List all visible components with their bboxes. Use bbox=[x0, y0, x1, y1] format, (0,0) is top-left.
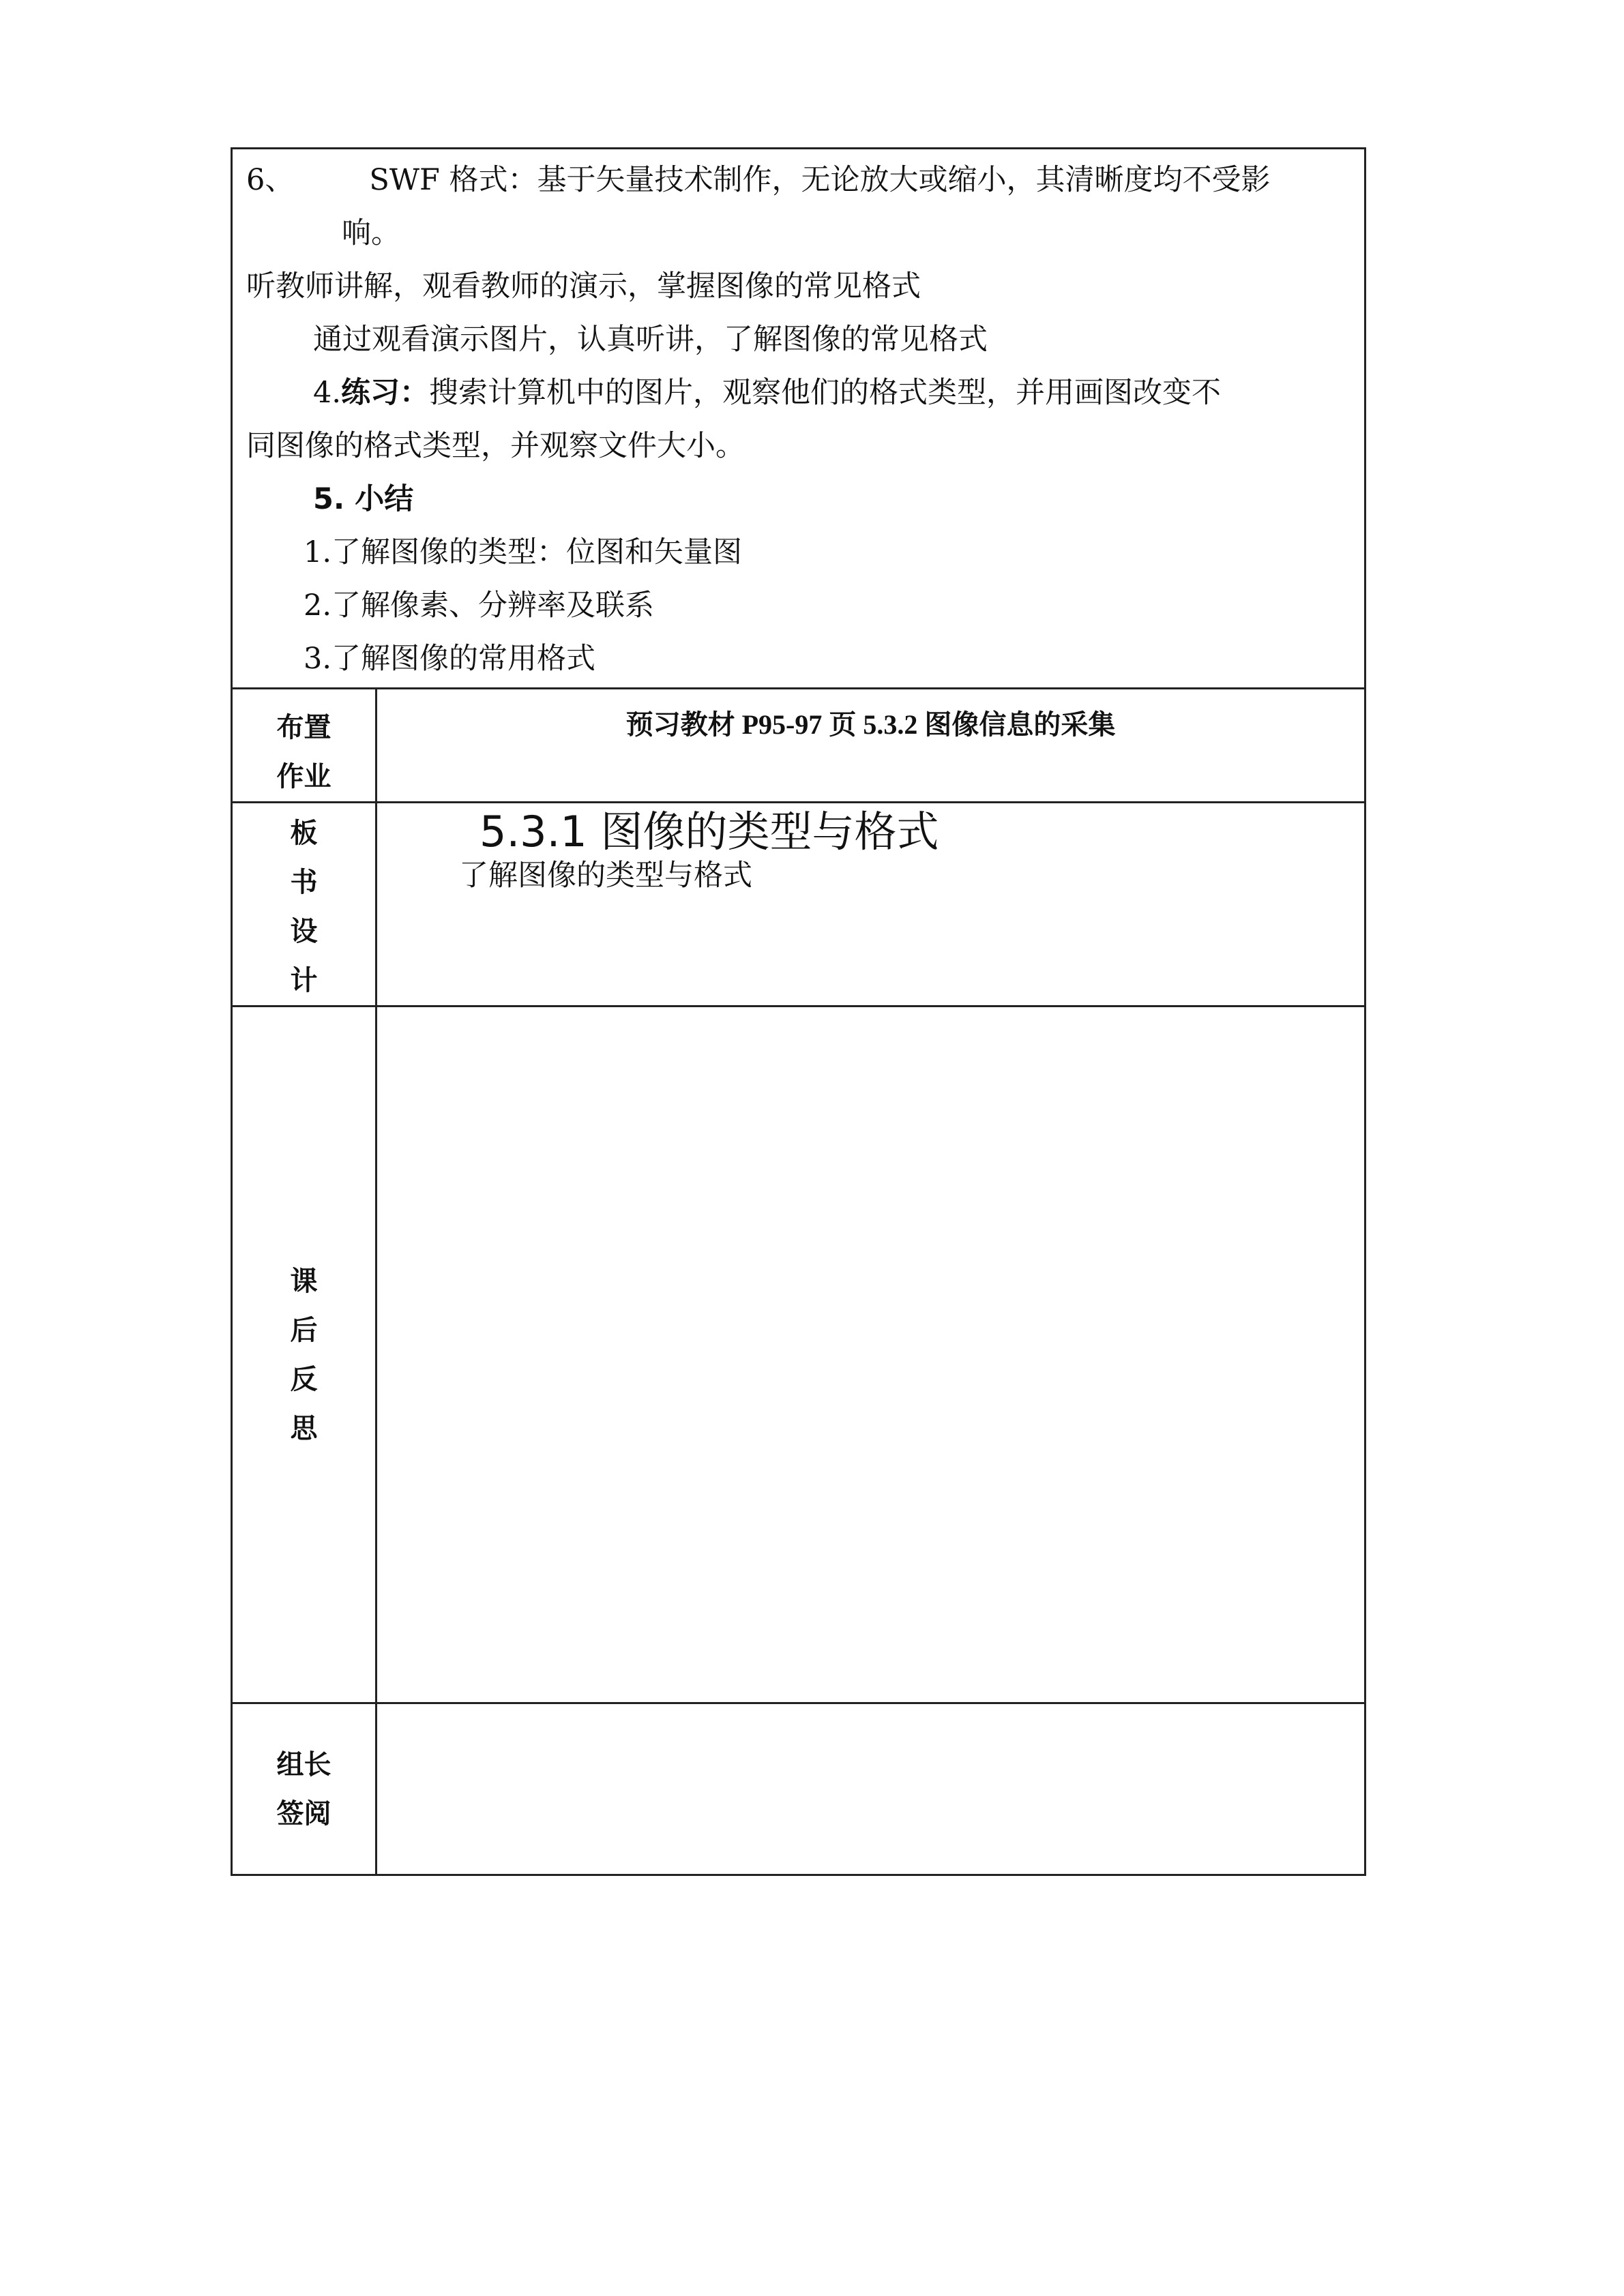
item-6-text: SWF 格式：基于矢量技术制作，无论放大或缩小，其清晰度均不受影 bbox=[369, 163, 1271, 197]
student-activity-line: 听教师讲解，观看教师的演示，掌握图像的常见格式 bbox=[246, 269, 921, 303]
item-6-line bbox=[246, 153, 1350, 207]
signoff-label-line: 组长 bbox=[276, 1748, 331, 1780]
homework-body-cell bbox=[377, 689, 1365, 803]
board-label-char: 设 bbox=[290, 916, 318, 947]
summary-item: 2.了解像素、分辨率及联系 bbox=[304, 588, 655, 623]
signoff-label-line: 签阅 bbox=[276, 1798, 331, 1830]
observe-line: 通过观看演示图片，认真听讲，了解图像的常见格式 bbox=[313, 323, 988, 357]
board-title: 5.3.1 图像的类型与格式 bbox=[479, 807, 939, 856]
board-label-char: 板 bbox=[290, 818, 318, 849]
practice-prefix: 4. bbox=[313, 376, 342, 410]
board-label-char: 书 bbox=[290, 867, 318, 898]
reflection-label-char: 课 bbox=[290, 1265, 318, 1297]
practice-continuation: 同图像的格式类型，并观察文件大小。 bbox=[246, 429, 745, 463]
homework-text: 预习教材 P95-97 页 5.3.2 图像信息的采集 bbox=[625, 709, 1116, 740]
board-label-char: 计 bbox=[290, 965, 318, 996]
homework-row bbox=[232, 689, 1365, 803]
homework-label-line: 布置 bbox=[276, 712, 331, 743]
reflection-body-cell bbox=[377, 1007, 1365, 1703]
item-6-continuation: 响。 bbox=[342, 216, 400, 250]
reflection-label-char: 后 bbox=[290, 1314, 318, 1346]
signoff-row bbox=[232, 1703, 1365, 1875]
reflection-label-char: 思 bbox=[290, 1412, 318, 1444]
teaching-content-cell bbox=[232, 149, 1365, 689]
signoff-label-cell bbox=[232, 1703, 377, 1875]
summary-item: 1.了解图像的类型：位图和矢量图 bbox=[304, 535, 743, 569]
reflection-label-cell bbox=[232, 1007, 377, 1703]
practice-label: 练习： bbox=[341, 376, 430, 410]
homework-label-line: 作业 bbox=[276, 761, 331, 792]
signoff-body-cell bbox=[377, 1703, 1365, 1875]
summary-heading: 5. 小结 bbox=[313, 482, 414, 516]
board-design-body-cell bbox=[377, 803, 1365, 1007]
board-subtitle: 了解图像的类型与格式 bbox=[459, 859, 752, 893]
homework-label-cell bbox=[232, 689, 377, 803]
summary-item: 3.了解图像的常用格式 bbox=[304, 642, 596, 676]
reflection-label-char: 反 bbox=[290, 1363, 318, 1395]
board-design-row bbox=[232, 803, 1365, 1007]
practice-text: 搜索计算机中的图片，观察他们的格式类型，并用画图改变不 bbox=[429, 376, 1222, 410]
board-design-label-cell bbox=[232, 803, 377, 1007]
practice-line bbox=[313, 366, 1350, 420]
lesson-plan-table bbox=[231, 147, 1366, 1876]
content-row bbox=[232, 149, 1365, 689]
reflection-row bbox=[232, 1007, 1365, 1703]
item-6-number: 6、 bbox=[246, 163, 295, 197]
